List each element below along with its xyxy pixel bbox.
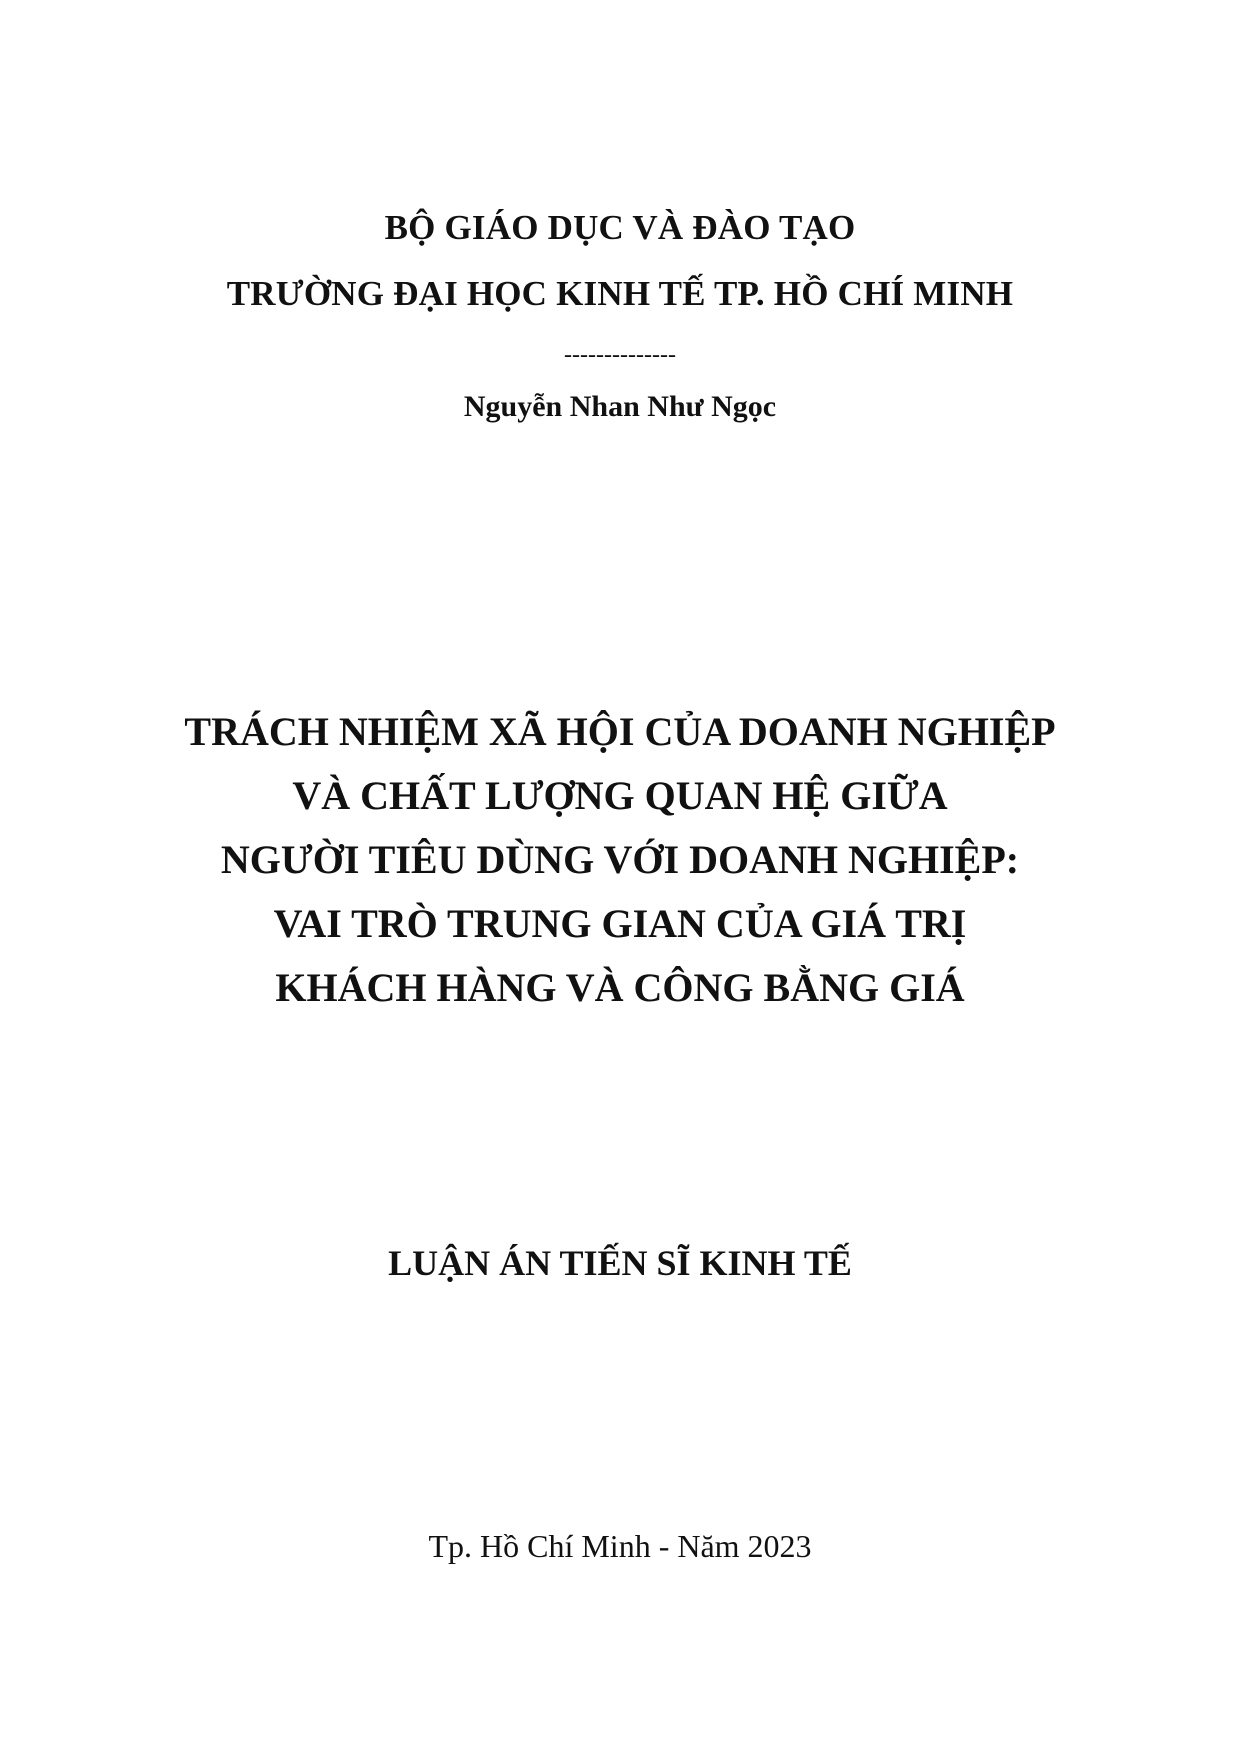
university-heading: TRƯỜNG ĐẠI HỌC KINH TẾ TP. HỒ CHÍ MINH xyxy=(226,274,1014,313)
title-line: KHÁCH HÀNG VÀ CÔNG BẰNG GIÁ xyxy=(275,965,965,1010)
title-line: NGƯỜI TIÊU DÙNG VỚI DOANH NGHIỆP: xyxy=(220,837,1020,882)
title-line: VÀ CHẤT LƯỢNG QUAN HỆ GIỮA xyxy=(292,773,948,818)
title-line: VAI TRÒ TRUNG GIAN CỦA GIÁ TRỊ xyxy=(273,901,967,946)
title-line: TRÁCH NHIỆM XÃ HỘI CỦA DOANH NGHIỆP xyxy=(184,709,1056,754)
thesis-title xyxy=(0,700,1240,1020)
place-and-year: Tp. Hồ Chí Minh - Năm 2023 xyxy=(428,1528,812,1564)
author-name: Nguyễn Nhan Như Ngọc xyxy=(463,390,777,423)
degree-label: LUẬN ÁN TIẾN SĨ KINH TẾ xyxy=(388,1243,852,1283)
ministry-heading: BỘ GIÁO DỤC VÀ ĐÀO TẠO xyxy=(384,208,856,247)
header-separator: -------------- xyxy=(564,342,676,368)
